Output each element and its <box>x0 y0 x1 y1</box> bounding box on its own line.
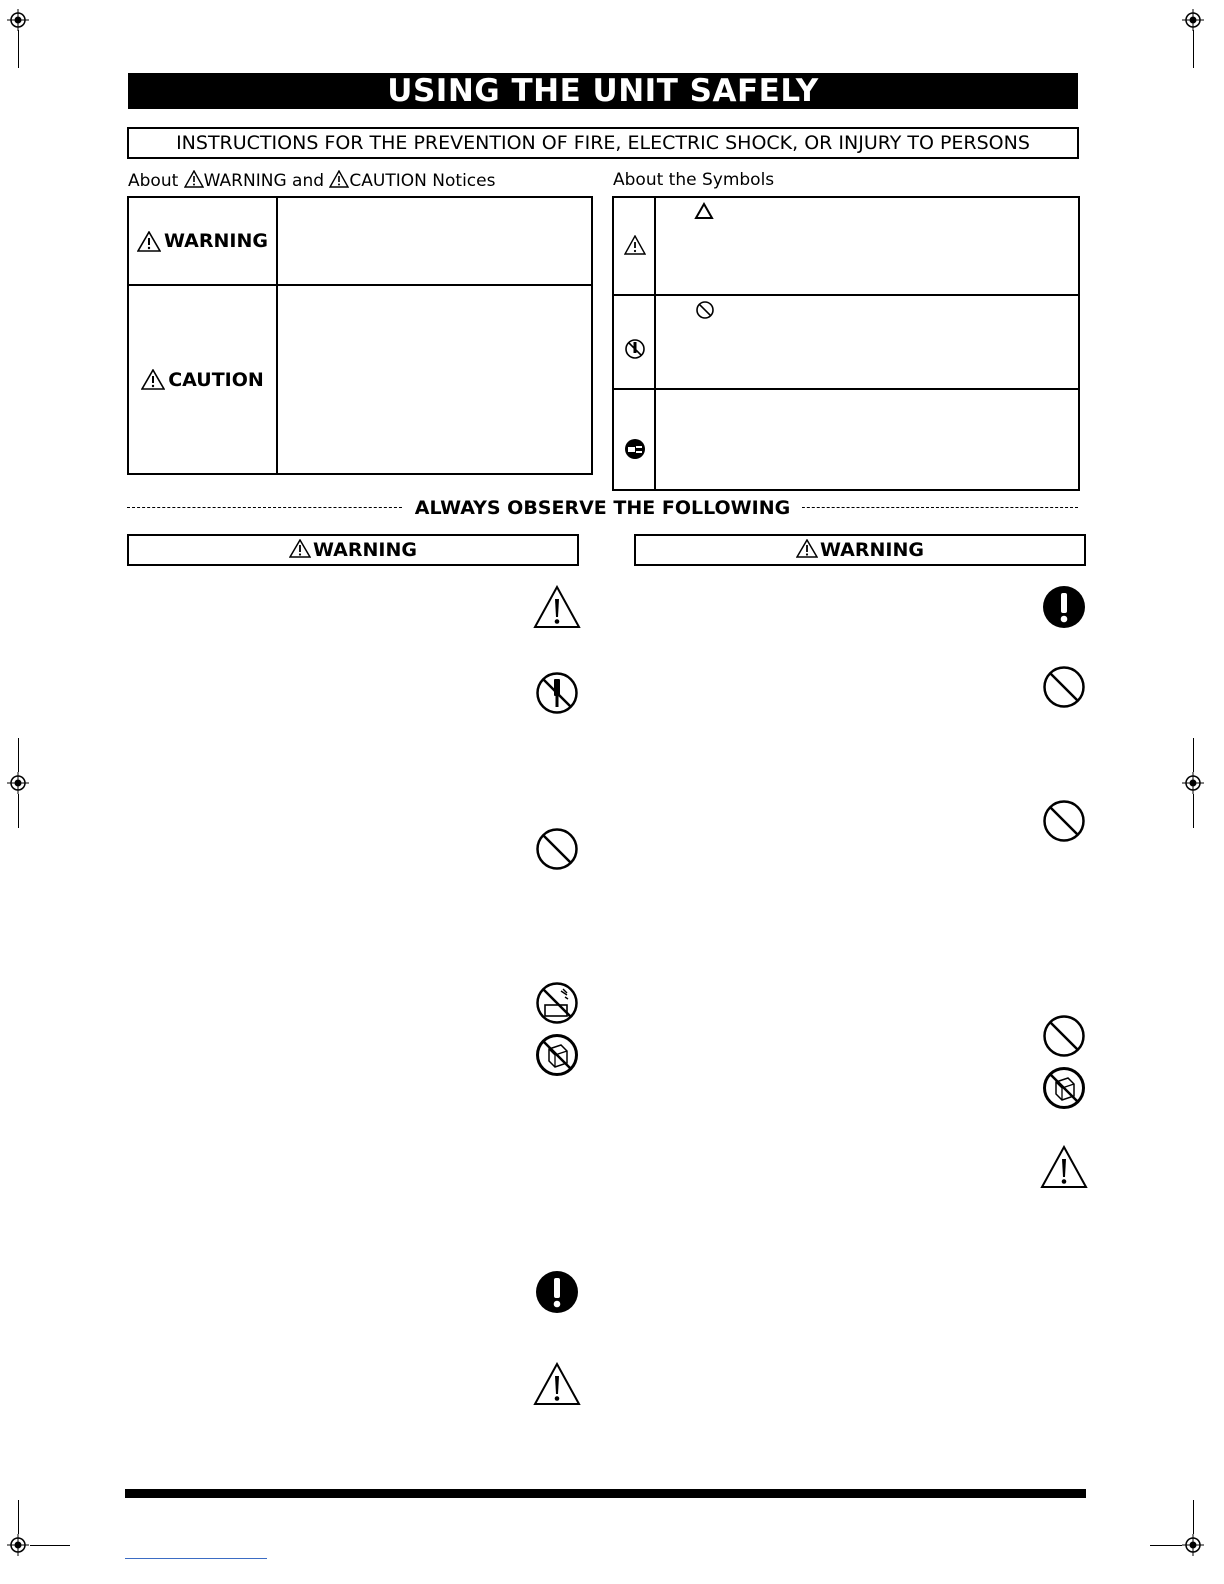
prohibited-icon <box>1042 665 1086 709</box>
notices-section-label <box>128 170 495 191</box>
symbol-icon-cell <box>614 198 656 294</box>
observe-heading-text: ALWAYS OBSERVE THE FOLLOWING <box>127 496 1078 520</box>
warning-triangle-icon <box>184 170 204 188</box>
symbol-icon-cell <box>614 390 656 489</box>
left-warning-header <box>127 534 579 566</box>
symbol-table <box>612 196 1080 491</box>
symbol-icon-cell <box>614 296 656 388</box>
registration-mark-icon <box>7 1534 29 1556</box>
crop-line <box>18 30 19 68</box>
warning-triangle-icon <box>137 231 161 252</box>
notices-label-caution: CAUTION <box>349 171 427 191</box>
prohibited-icon <box>1042 1014 1086 1058</box>
right-warning-header <box>634 534 1086 566</box>
registration-mark-icon <box>7 9 29 31</box>
notices-label-prefix: About <box>128 171 179 191</box>
warning-triangle-icon <box>329 170 349 188</box>
warning-triangle-icon <box>624 235 646 255</box>
prohibited-symbol-icon <box>695 300 715 320</box>
warning-triangle-icon <box>533 1362 581 1406</box>
notice-table <box>127 196 593 475</box>
crop-line <box>18 738 19 772</box>
notice-row-warning <box>129 198 591 286</box>
registration-mark-icon <box>7 772 29 794</box>
warning-triangle-icon <box>533 585 581 629</box>
notices-label-warning: WARNING <box>203 171 287 191</box>
left-warning-header-text: WARNING <box>313 539 417 561</box>
no-fragile-icon <box>1042 1066 1086 1110</box>
symbols-section-label: About the Symbols <box>613 170 775 190</box>
no-disassemble-icon <box>624 338 646 360</box>
registration-mark-icon <box>1182 9 1204 31</box>
notices-label-suffix: Notices <box>432 171 496 191</box>
no-fragile-icon <box>535 1033 579 1077</box>
right-warning-header-text: WARNING <box>820 539 924 561</box>
crop-line <box>1193 738 1194 772</box>
symbol-row-triangle <box>614 198 1078 296</box>
registration-mark-icon <box>1182 1534 1204 1556</box>
caution-notice-label <box>129 286 278 473</box>
notice-row-caution <box>129 286 591 473</box>
prohibited-icon <box>535 827 579 871</box>
link-underline <box>125 1558 267 1559</box>
warning-triangle-icon <box>141 369 165 390</box>
symbol-row-mandatory <box>614 390 1078 489</box>
crop-line <box>18 1500 19 1534</box>
caution-notice-text: CAUTION <box>168 368 264 391</box>
prohibited-icon <box>1042 799 1086 843</box>
symbol-row-prohibited <box>614 296 1078 390</box>
bottom-rule <box>125 1489 1086 1498</box>
mandatory-icon <box>535 1270 579 1314</box>
crop-line <box>30 1545 70 1546</box>
crop-line <box>1193 1500 1194 1534</box>
notices-label-and: and <box>292 171 325 191</box>
crop-line <box>1150 1545 1182 1546</box>
registration-mark-icon <box>1182 772 1204 794</box>
warning-triangle-icon <box>289 539 311 558</box>
crop-line <box>1193 794 1194 828</box>
observe-heading <box>127 496 1078 520</box>
crop-line <box>18 794 19 828</box>
triangle-symbol-icon <box>694 202 714 220</box>
warning-notice-label <box>129 198 278 284</box>
warning-notice-text: WARNING <box>164 230 268 252</box>
crop-line <box>1193 30 1194 68</box>
no-disassemble-icon <box>535 671 579 715</box>
page-subtitle: INSTRUCTIONS FOR THE PREVENTION OF FIRE, ELECTRIC SHOCK, OR INJURY TO PERSONS <box>127 127 1079 159</box>
mandatory-icon <box>1042 585 1086 629</box>
warning-triangle-icon <box>796 539 818 558</box>
warning-triangle-icon <box>1040 1145 1088 1189</box>
page-title: USING THE UNIT SAFELY <box>128 73 1078 109</box>
no-water-icon <box>535 981 579 1025</box>
unplug-icon <box>624 438 646 460</box>
